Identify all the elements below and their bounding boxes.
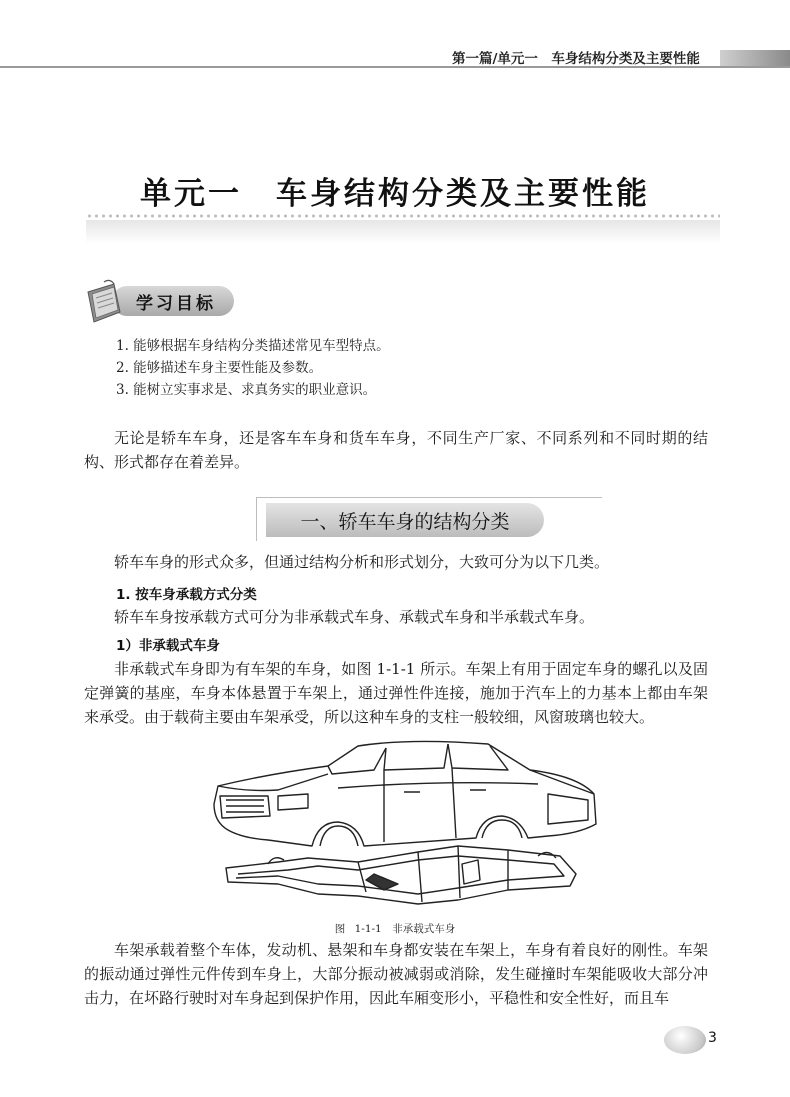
learning-objectives-pill [112,286,234,316]
learning-objectives-list [116,335,716,401]
title-dotted-divider [86,214,720,218]
page-title: 单元一 车身结构分类及主要性能 [140,176,650,212]
intro-paragraph: 无论是轿车车身，还是客车车身和货车车身，不同生产厂家、不同系列和不同时期的结构、形式都存在着差异。 [84,429,708,471]
subheading: 1. 按车身承载方式分类 [116,587,257,603]
section-paragraph: 轿车车身按承载方式可分为非承载式车身、承载式车身和半承载式车身。 [114,608,595,626]
section-frame-left [256,497,257,541]
section-heading-pill [266,503,544,537]
section-heading-box [256,497,602,541]
section-heading: 一、轿车车身的结构分类 [300,510,510,533]
objective-item: 3. 能树立实事求是、求真务实的职业意识。 [116,382,377,398]
running-header-title: 第一篇/单元一 车身结构分类及主要性能 [452,51,700,67]
page-number: 3 [708,1030,717,1046]
header-tab-block [720,50,790,66]
learning-objectives-badge [84,278,234,328]
section-paragraph: 车架承载着整个车体，发动机、悬架和车身都安装在车架上，车身有着良好的刚性。车架的振动通过弹性元件传到车身上，大部分振动被减弱或消除，发生碰撞时车架能吸收大部分冲击力，在坏路行驶时对车身起到保护作用，因此车厢变形小，平稳性和安全性好，而且车 [84,941,708,1007]
section-paragraph: 轿车车身的形式众多，但通过结构分析和形式划分，大致可分为以下几类。 [114,553,610,571]
section-frame-top [256,497,602,498]
book-icon [84,278,128,328]
subheading: 1）非承载式车身 [116,638,220,654]
page-number-circle [664,1026,706,1054]
objective-item: 1. 能够根据车身结构分类描述常见车型特点。 [116,338,390,354]
objective-item: 2. 能够描述车身主要性能及参数。 [116,360,323,376]
page-number-badge [664,1026,724,1054]
title-shade-band [86,220,720,244]
section-paragraph: 非承载式车身即为有车架的车身，如图 1-1-1 所示。车架上有用于固定车身的螺孔以及固定弹簧的基座，车身本体悬置于车架上，通过弹性件连接，施加于汽车上的力基本上都由车架来承受。由于载荷主要由车架承受，所以这种车身的支柱一般较细，风窗玻璃也较大。 [84,660,708,726]
learning-objectives-label: 学习目标 [136,293,216,314]
figure-caption: 图 1-1-1 非承载式车身 [334,923,456,935]
car-body-frame-illustration [208,734,604,910]
